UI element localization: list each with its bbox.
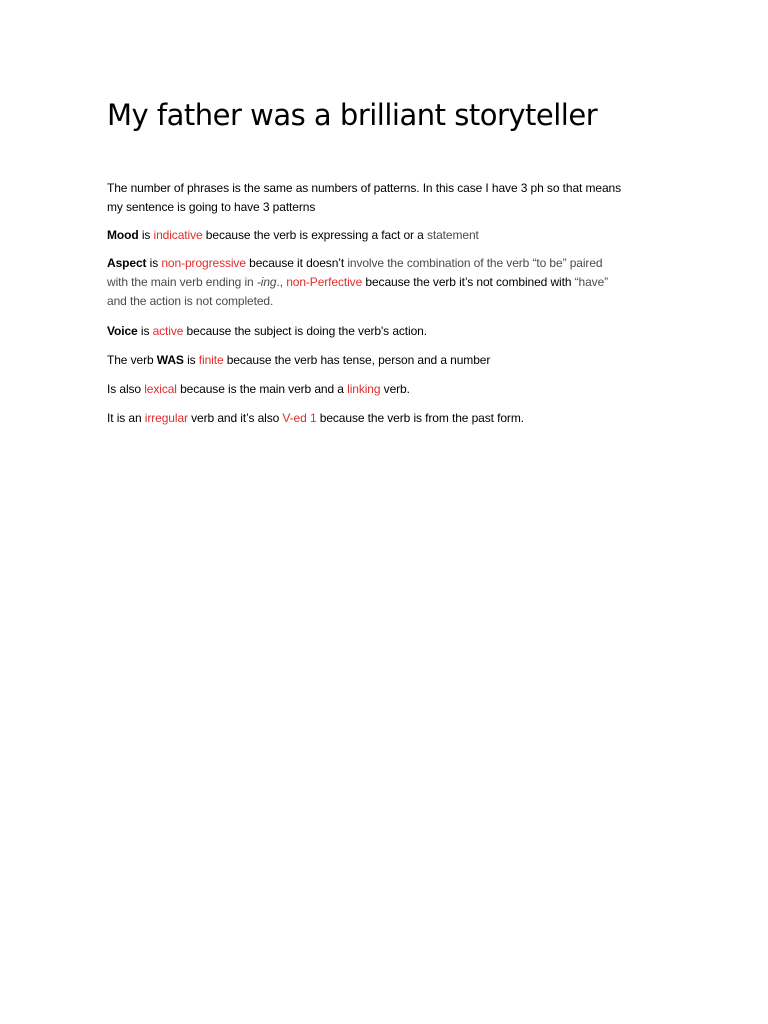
- mood-rest: because the verb is expressing a fact or a: [202, 228, 427, 242]
- mood-tail: statement: [426, 228, 479, 242]
- mood-label: Mood: [107, 228, 139, 242]
- finite-was: WAS: [156, 353, 184, 367]
- lexical-term-2: linking: [347, 382, 381, 396]
- aspect-have: “have”: [574, 275, 609, 289]
- irregular-pre: It is an: [107, 411, 145, 425]
- aspect-term-1: non-progressive: [161, 256, 246, 270]
- lexical-term-1: lexical: [144, 382, 177, 396]
- aspect-term-2: non-Perfective: [286, 275, 363, 289]
- paragraph-mood: [107, 226, 667, 245]
- aspect-ing: -ing: [256, 275, 277, 289]
- lexical-rest: verb.: [380, 382, 410, 396]
- mood-is: is: [138, 228, 154, 242]
- voice-label: Voice: [107, 324, 138, 338]
- finite-rest: because the verb has tense, person and a number: [223, 353, 491, 367]
- paragraph-voice: [107, 322, 667, 341]
- voice-term: active: [152, 324, 184, 338]
- paragraph-aspect: [107, 254, 667, 311]
- paragraph-lexical: [107, 380, 667, 399]
- mood-term: indicative: [153, 228, 203, 242]
- aspect-rest-2: with the main verb ending in: [107, 275, 257, 289]
- aspect-rest-1b: involve the combination of the verb “to be” paired: [347, 256, 603, 270]
- irregular-rest: because the verb is from the past form.: [316, 411, 524, 425]
- document-title: My father was a brilliant storyteller: [107, 98, 598, 132]
- voice-is: is: [137, 324, 153, 338]
- aspect-label: Aspect: [107, 256, 147, 270]
- phrases-line-2: my sentence is going to have 3 patterns: [107, 200, 316, 214]
- aspect-rest-4: and the action is not completed.: [107, 294, 274, 308]
- paragraph-irregular: [107, 409, 667, 428]
- phrases-line-1: The number of phrases is the same as numbers of patterns. In this case I have 3 ph so that means: [107, 181, 622, 195]
- paragraph-phrases: [107, 179, 667, 217]
- aspect-rest-3: because the verb it’s not combined with: [362, 275, 575, 289]
- finite-is: is: [183, 353, 199, 367]
- voice-rest: because the subject is doing the verb's action.: [183, 324, 427, 338]
- irregular-term-2: V-ed 1: [282, 411, 317, 425]
- lexical-mid: because is the main verb and a: [176, 382, 348, 396]
- aspect-rest-2b: .,: [276, 275, 287, 289]
- aspect-rest-1: because it doesn’t: [245, 256, 348, 270]
- paragraph-finite: [107, 351, 667, 370]
- irregular-term-1: irregular: [144, 411, 188, 425]
- finite-pre: The verb: [107, 353, 157, 367]
- irregular-mid: verb and it’s also: [187, 411, 283, 425]
- finite-term: finite: [198, 353, 224, 367]
- aspect-is: is: [146, 256, 162, 270]
- lexical-pre: Is also: [107, 382, 145, 396]
